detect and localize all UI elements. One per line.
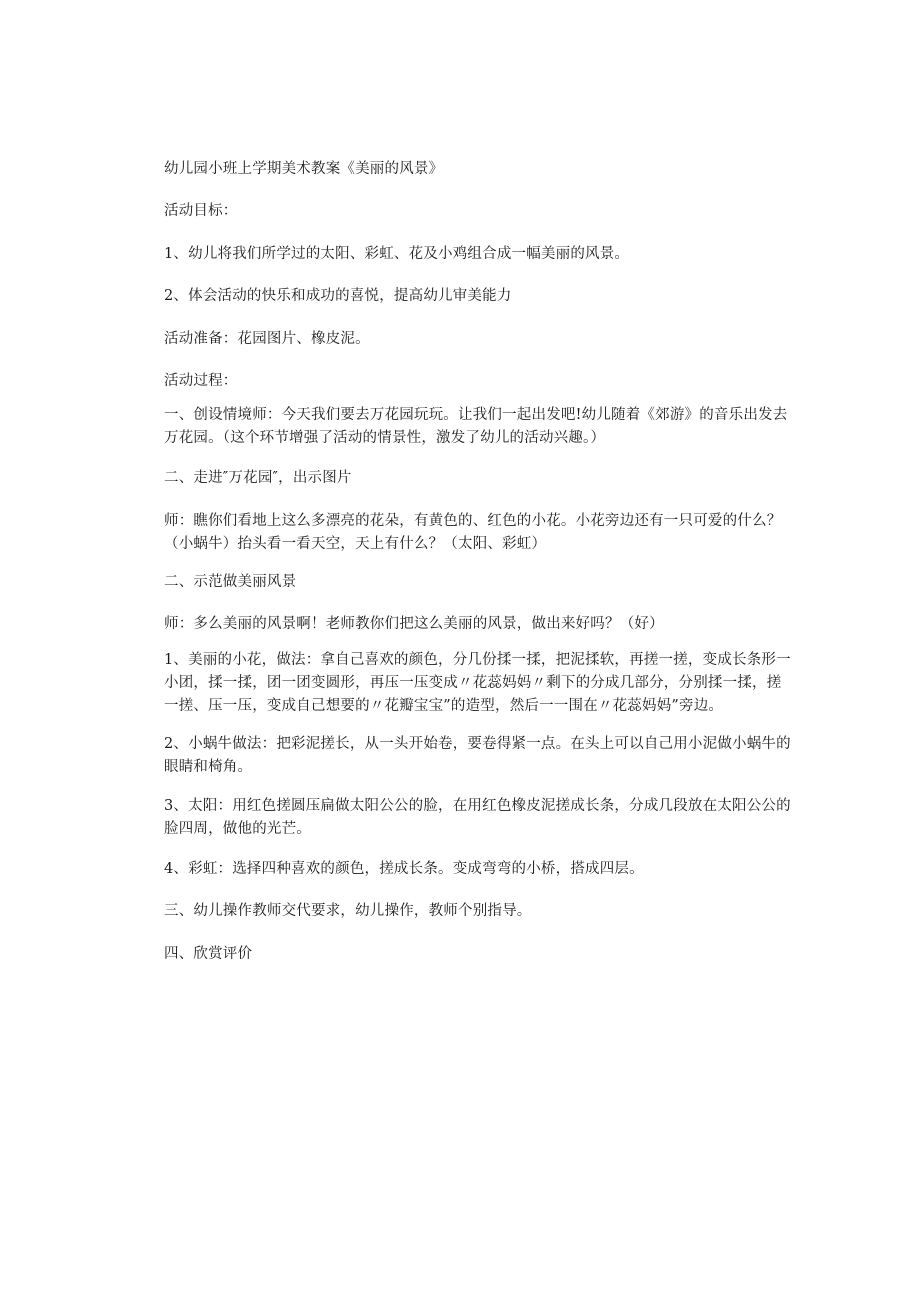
document-title: 幼儿园小班上学期美术教案《美丽的风景》	[164, 161, 444, 177]
method-item-sun: 3、太阳：用红色搓圆压扁做太阳公公的脸，在用红色橡皮泥搓成长条，分成几段放在太阳公公的脸四周，做他的光芒。	[164, 798, 791, 837]
step-3-heading: 二、示范做美丽风景	[164, 574, 297, 590]
step-4-paragraph: 三、幼儿操作教师交代要求，幼儿操作，教师个别指导。	[164, 903, 532, 919]
step-2-heading: 二、走进″万花园″，出示图片	[164, 470, 352, 486]
step-5-heading: 四、欣赏评价	[164, 946, 253, 962]
preparation-line: 活动准备：花园图片、橡皮泥。	[164, 331, 370, 347]
step-1-paragraph: 一、创设情境师：今天我们要去万花园玩玩。让我们一起出发吧!幼儿随着《郊游》的音乐出发去万花园。（这个环节增强了活动的情景性，激发了幼儿的活动兴趣。）	[164, 407, 788, 446]
goal-item-2: 2、体会活动的快乐和成功的喜悦，提高幼儿审美能力	[164, 288, 512, 304]
method-item-flower: 1、美丽的小花，做法：拿自己喜欢的颜色，分几份揉一揉，把泥揉软，再搓一搓，变成长条形一小团，揉一揉，团一团变圆形，再压一压变成〃花蕊妈妈〃剩下的分成几部分，分别揉一揉，搓一搓、压一压，变成自己想要的〃花瓣宝宝”的造型，然后一一围在〃花蕊妈妈”旁边。	[164, 652, 791, 714]
step-2-paragraph: 师：瞧你们看地上这么多漂亮的花朵，有黄色的、红色的小花。小花旁边还有一只可爱的什么？（小蜗牛）抬头看一看天空，天上有什么？（太阳、彩虹）	[164, 513, 782, 552]
process-heading: 活动过程：	[164, 373, 238, 389]
goal-heading: 活动目标：	[164, 203, 238, 219]
step-3-paragraph: 师：多么美丽的风景啊！老师教你们把这么美丽的风景，做出来好吗？（好）	[164, 616, 664, 632]
method-item-rainbow: 4、彩虹：选择四种喜欢的颜色，搓成长条。变成弯弯的小桥，搭成四层。	[164, 861, 644, 877]
method-item-snail: 2、小蜗牛做法：把彩泥搓长，从一头开始卷，要卷得紧一点。在头上可以自己用小泥做小蜗牛的眼睛和椅角。	[164, 736, 791, 775]
goal-item-1: 1、幼儿将我们所学过的太阳、彩虹、花及小鸡组合成一幅美丽的风景。	[164, 246, 630, 262]
